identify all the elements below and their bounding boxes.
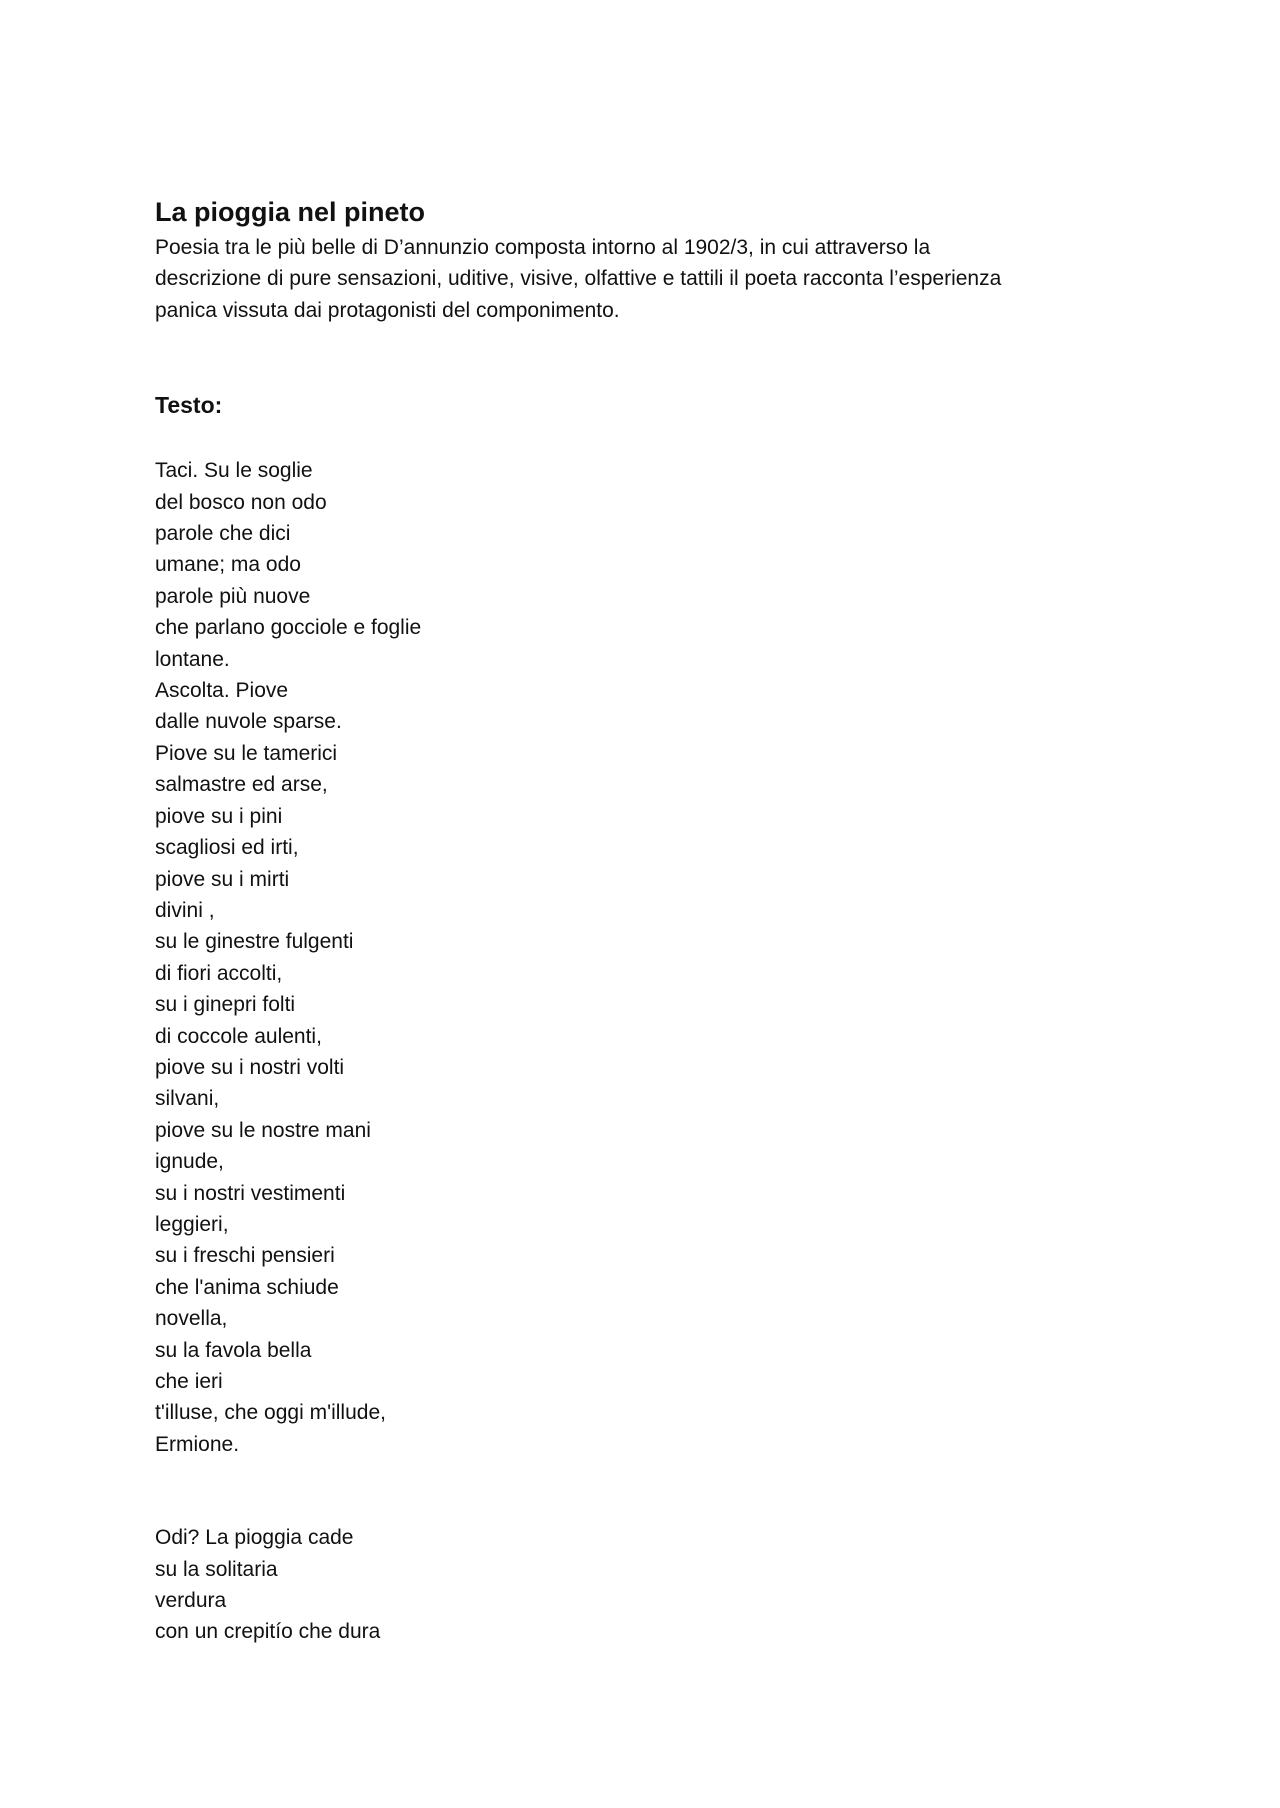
verse-line: lontane. xyxy=(155,647,230,671)
verse-line: umane; ma odo xyxy=(155,553,301,577)
intro-line: descrizione di pure sensazioni, uditive, visive, olfattive e tattili il poeta racconta l’esperienza xyxy=(155,267,1002,291)
verse-line: parole più nuove xyxy=(155,584,311,608)
poem-stanza xyxy=(155,1522,1135,1648)
verse-line: verdura xyxy=(155,1589,227,1613)
verse-line: su i nostri vestimenti xyxy=(155,1181,346,1205)
verse-line: su le ginestre fulgenti xyxy=(155,930,354,954)
verse-line: di coccole aulenti, xyxy=(155,1024,322,1048)
verse-line: leggieri, xyxy=(155,1212,229,1236)
verse-line: divini , xyxy=(155,898,215,922)
document-page xyxy=(155,192,1135,1648)
intro-line: Poesia tra le più belle di D’annunzio composta intorno al 1902/3, in cui attraverso la xyxy=(155,236,931,259)
verse-line: piove su i nostri volti xyxy=(155,1055,345,1079)
verse-line: Ascolta. Piove xyxy=(155,679,289,703)
verse-line: di fiori accolti, xyxy=(155,961,283,985)
verse-line: ignude, xyxy=(155,1150,224,1174)
verse-line: Piove su le tamerici xyxy=(155,741,338,765)
poem-stanza xyxy=(155,455,1135,1460)
verse-line: con un crepitío che dura xyxy=(155,1620,381,1644)
verse-line: piove su le nostre mani xyxy=(155,1118,371,1142)
verse-line: su la solitaria xyxy=(155,1557,278,1581)
verse-line: Ermione. xyxy=(155,1432,240,1456)
verse-line: Odi? La pioggia cade xyxy=(155,1526,354,1550)
verse-line: su i freschi pensieri xyxy=(155,1244,335,1268)
text-heading: Testo: xyxy=(155,392,223,419)
verse-line: che l'anima schiude xyxy=(155,1275,339,1299)
verse-line: che ieri xyxy=(155,1370,223,1393)
verse-line: t'illuse, che oggi m'illude, xyxy=(155,1401,386,1425)
verse-line: su i ginepri folti xyxy=(155,993,296,1017)
verse-line: silvani, xyxy=(155,1087,220,1111)
intro-line: panica vissuta dai protagonisti del componimento. xyxy=(155,298,620,322)
verse-line: dalle nuvole sparse. xyxy=(155,710,342,734)
verse-line: piove su i pini xyxy=(155,804,283,828)
verse-line: parole che dici xyxy=(155,522,291,546)
verse-line: su la favola bella xyxy=(155,1338,312,1362)
verse-line: salmastre ed arse, xyxy=(155,773,328,797)
poem-text xyxy=(155,455,1135,1648)
verse-line: scagliosi ed irti, xyxy=(155,836,299,860)
document-title: La pioggia nel pineto xyxy=(155,197,425,227)
verse-line: piove su i mirti xyxy=(155,867,290,891)
verse-line: che parlano gocciole e foglie xyxy=(155,616,422,640)
verse-line: novella, xyxy=(155,1307,228,1331)
intro-paragraph xyxy=(155,232,1135,326)
verse-line: del bosco non odo xyxy=(155,490,327,514)
verse-line: Taci. Su le soglie xyxy=(155,459,313,483)
